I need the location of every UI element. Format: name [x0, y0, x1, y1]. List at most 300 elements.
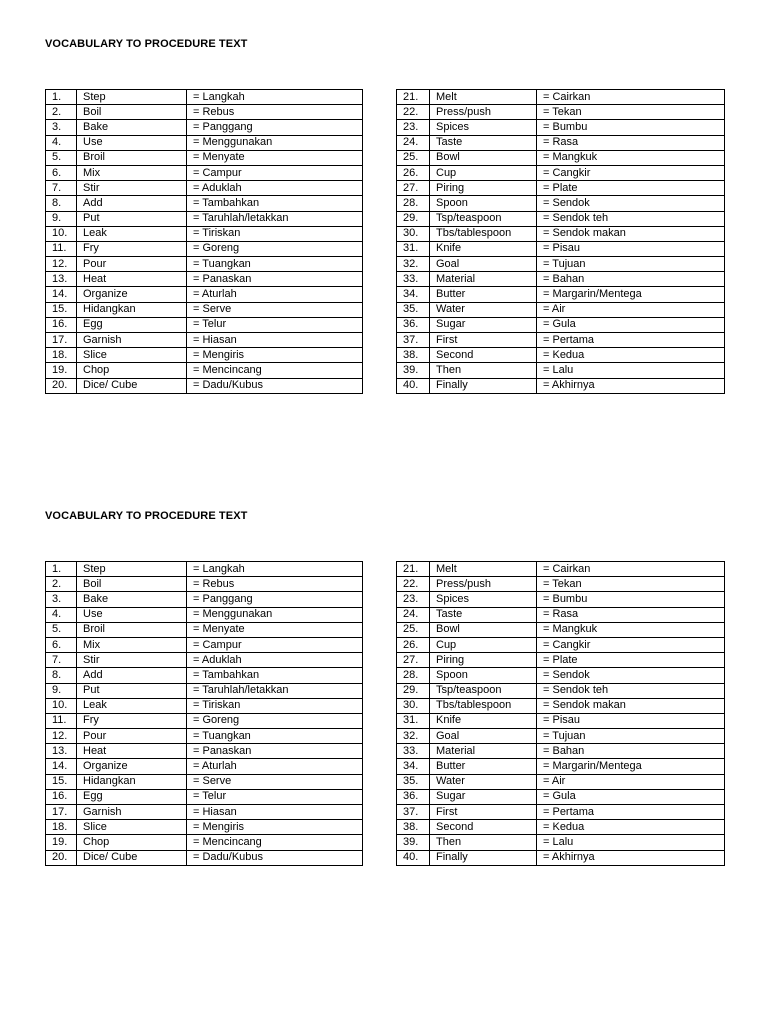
vocab-meaning: = Taruhlah/letakkan [187, 683, 363, 698]
table-row [397, 348, 725, 363]
row-number: 11. [46, 713, 77, 728]
vocab-meaning: = Panggang [187, 120, 363, 135]
vocab-meaning: = Tuangkan [187, 257, 363, 272]
vocab-word: Then [430, 363, 537, 378]
vocab-word: Sugar [430, 789, 537, 804]
table-row [46, 759, 363, 774]
row-number: 19. [46, 835, 77, 850]
row-number: 33. [397, 744, 430, 759]
table-row [397, 698, 725, 713]
row-number: 2. [46, 577, 77, 592]
row-number: 26. [397, 637, 430, 652]
table-row [397, 850, 725, 865]
row-number: 31. [397, 241, 430, 256]
vocab-word: Organize [77, 759, 187, 774]
table-row [397, 150, 725, 165]
vocab-word: Taste [430, 607, 537, 622]
vocabulary-table-right [396, 89, 725, 394]
vocab-meaning: = Rasa [537, 135, 725, 150]
vocab-word: Broil [77, 150, 187, 165]
row-number: 34. [397, 287, 430, 302]
vocab-meaning: = Kedua [537, 348, 725, 363]
row-number: 14. [46, 759, 77, 774]
table-row [397, 287, 725, 302]
table-row [46, 637, 363, 652]
vocab-meaning: = Lalu [537, 363, 725, 378]
vocab-word: Boil [77, 577, 187, 592]
vocab-word: Chop [77, 363, 187, 378]
vocab-word: Knife [430, 241, 537, 256]
vocab-meaning: = Hiasan [187, 805, 363, 820]
vocab-meaning: = Aduklah [187, 181, 363, 196]
row-number: 12. [46, 257, 77, 272]
table-row [46, 165, 363, 180]
row-number: 5. [46, 622, 77, 637]
vocab-meaning: = Tujuan [537, 257, 725, 272]
vocab-meaning: = Mengiris [187, 820, 363, 835]
table-row [397, 607, 725, 622]
row-number: 32. [397, 257, 430, 272]
table-row [397, 363, 725, 378]
vocab-word: Bake [77, 592, 187, 607]
vocab-word: Piring [430, 181, 537, 196]
table-row [46, 698, 363, 713]
row-number: 9. [46, 683, 77, 698]
row-number: 20. [46, 378, 77, 393]
vocab-word: Dice/ Cube [77, 378, 187, 393]
vocab-word: Put [77, 211, 187, 226]
vocab-meaning: = Menggunakan [187, 607, 363, 622]
vocab-word: Spices [430, 592, 537, 607]
vocab-meaning: = Tambahkan [187, 196, 363, 211]
vocab-meaning: = Mencincang [187, 835, 363, 850]
table-row [46, 150, 363, 165]
table-row [46, 257, 363, 272]
row-number: 24. [397, 135, 430, 150]
vocab-meaning: = Lalu [537, 835, 725, 850]
vocab-word: Butter [430, 759, 537, 774]
table-row [46, 729, 363, 744]
vocab-word: Stir [77, 653, 187, 668]
vocab-meaning: = Bumbu [537, 592, 725, 607]
vocab-word: Goal [430, 257, 537, 272]
vocab-meaning: = Goreng [187, 241, 363, 256]
table-row [397, 333, 725, 348]
vocab-meaning: = Gula [537, 789, 725, 804]
vocab-meaning: = Akhirnya [537, 850, 725, 865]
row-number: 22. [397, 105, 430, 120]
table-row [397, 211, 725, 226]
vocab-word: Heat [77, 272, 187, 287]
vocab-meaning: = Mangkuk [537, 622, 725, 637]
table-row [46, 562, 363, 577]
vocab-word: Cup [430, 165, 537, 180]
table-row [397, 272, 725, 287]
vocab-meaning: = Campur [187, 165, 363, 180]
vocabulary-table-right [396, 561, 725, 866]
row-number: 27. [397, 181, 430, 196]
vocab-word: Sugar [430, 317, 537, 332]
vocab-word: Knife [430, 713, 537, 728]
row-number: 27. [397, 653, 430, 668]
vocab-word: Slice [77, 820, 187, 835]
vocab-word: First [430, 805, 537, 820]
table-row [397, 713, 725, 728]
vocab-meaning: = Aturlah [187, 287, 363, 302]
vocab-meaning: = Sendok makan [537, 698, 725, 713]
vocab-word: Use [77, 607, 187, 622]
vocab-word: Bake [77, 120, 187, 135]
row-number: 5. [46, 150, 77, 165]
row-number: 23. [397, 592, 430, 607]
row-number: 12. [46, 729, 77, 744]
vocab-meaning: = Menyate [187, 622, 363, 637]
vocab-word: First [430, 333, 537, 348]
table-row [46, 668, 363, 683]
vocab-word: Fry [77, 241, 187, 256]
vocab-meaning: = Sendok teh [537, 211, 725, 226]
vocab-word: Tbs/tablespoon [430, 226, 537, 241]
row-number: 7. [46, 653, 77, 668]
vocab-word: Hidangkan [77, 774, 187, 789]
vocab-meaning: = Menyate [187, 150, 363, 165]
table-row [397, 592, 725, 607]
row-number: 20. [46, 850, 77, 865]
table-row [397, 637, 725, 652]
table-row [46, 105, 363, 120]
section-heading: VOCABULARY TO PROCEDURE TEXT [45, 510, 248, 522]
vocab-word: Pour [77, 257, 187, 272]
row-number: 38. [397, 348, 430, 363]
vocab-meaning: = Tiriskan [187, 226, 363, 241]
vocab-word: Water [430, 774, 537, 789]
table-row [46, 287, 363, 302]
table-row [397, 683, 725, 698]
row-number: 37. [397, 805, 430, 820]
row-number: 18. [46, 348, 77, 363]
table-row [46, 120, 363, 135]
vocab-word: Spoon [430, 196, 537, 211]
vocab-meaning: = Sendok [537, 196, 725, 211]
vocab-meaning: = Mencincang [187, 363, 363, 378]
table-row [397, 135, 725, 150]
row-number: 13. [46, 744, 77, 759]
row-number: 18. [46, 820, 77, 835]
vocab-meaning: = Telur [187, 317, 363, 332]
table-row [397, 562, 725, 577]
row-number: 21. [397, 90, 430, 105]
row-number: 17. [46, 333, 77, 348]
row-number: 24. [397, 607, 430, 622]
vocab-meaning: = Telur [187, 789, 363, 804]
table-row [46, 744, 363, 759]
row-number: 35. [397, 774, 430, 789]
vocab-word: Material [430, 272, 537, 287]
row-number: 10. [46, 698, 77, 713]
table-row [46, 835, 363, 850]
vocab-word: Bowl [430, 622, 537, 637]
vocab-word: Egg [77, 317, 187, 332]
vocab-meaning: = Rasa [537, 607, 725, 622]
vocab-meaning: = Kedua [537, 820, 725, 835]
row-number: 37. [397, 333, 430, 348]
table-row [46, 653, 363, 668]
vocab-meaning: = Aduklah [187, 653, 363, 668]
row-number: 29. [397, 683, 430, 698]
vocab-word: Taste [430, 135, 537, 150]
row-number: 28. [397, 196, 430, 211]
row-number: 8. [46, 668, 77, 683]
row-number: 21. [397, 562, 430, 577]
row-number: 3. [46, 592, 77, 607]
vocab-meaning: = Pertama [537, 805, 725, 820]
table-row [397, 257, 725, 272]
vocab-meaning: = Sendok [537, 668, 725, 683]
vocab-word: Spoon [430, 668, 537, 683]
row-number: 1. [46, 90, 77, 105]
table-row [46, 378, 363, 393]
table-row [397, 196, 725, 211]
vocab-meaning: = Serve [187, 302, 363, 317]
vocab-word: Tsp/teaspoon [430, 211, 537, 226]
table-row [46, 226, 363, 241]
table-row [397, 744, 725, 759]
vocab-word: Broil [77, 622, 187, 637]
vocab-word: Press/push [430, 105, 537, 120]
table-row [46, 774, 363, 789]
table-row [397, 668, 725, 683]
vocab-word: Press/push [430, 577, 537, 592]
vocab-word: Step [77, 90, 187, 105]
vocab-word: Tsp/teaspoon [430, 683, 537, 698]
vocab-word: Hidangkan [77, 302, 187, 317]
vocab-word: Chop [77, 835, 187, 850]
vocab-meaning: = Akhirnya [537, 378, 725, 393]
row-number: 30. [397, 698, 430, 713]
table-row [397, 759, 725, 774]
row-number: 29. [397, 211, 430, 226]
row-number: 33. [397, 272, 430, 287]
vocab-word: Then [430, 835, 537, 850]
table-row [397, 241, 725, 256]
vocab-word: Melt [430, 90, 537, 105]
vocab-meaning: = Panaskan [187, 272, 363, 287]
vocab-word: Add [77, 668, 187, 683]
table-row [397, 302, 725, 317]
vocab-word: Step [77, 562, 187, 577]
row-number: 35. [397, 302, 430, 317]
table-row [46, 592, 363, 607]
vocab-word: Use [77, 135, 187, 150]
table-row [397, 105, 725, 120]
table-row [46, 607, 363, 622]
row-number: 2. [46, 105, 77, 120]
vocab-meaning: = Langkah [187, 90, 363, 105]
vocab-meaning: = Campur [187, 637, 363, 652]
row-number: 10. [46, 226, 77, 241]
vocab-meaning: = Pertama [537, 333, 725, 348]
vocab-meaning: = Dadu/Kubus [187, 378, 363, 393]
vocab-word: Put [77, 683, 187, 698]
table-row [46, 333, 363, 348]
table-row [397, 820, 725, 835]
vocab-meaning: = Bahan [537, 744, 725, 759]
row-number: 36. [397, 317, 430, 332]
row-number: 8. [46, 196, 77, 211]
vocab-word: Egg [77, 789, 187, 804]
table-row [397, 789, 725, 804]
vocab-word: Melt [430, 562, 537, 577]
table-row [46, 850, 363, 865]
table-row [46, 302, 363, 317]
table-row [46, 90, 363, 105]
section-heading: VOCABULARY TO PROCEDURE TEXT [45, 38, 248, 50]
table-row [46, 789, 363, 804]
vocab-meaning: = Air [537, 302, 725, 317]
row-number: 26. [397, 165, 430, 180]
vocab-meaning: = Cairkan [537, 562, 725, 577]
table-row [46, 241, 363, 256]
vocab-meaning: = Panaskan [187, 744, 363, 759]
table-row [397, 622, 725, 637]
table-row [397, 90, 725, 105]
vocab-meaning: = Cangkir [537, 165, 725, 180]
vocab-word: Water [430, 302, 537, 317]
vocab-word: Finally [430, 850, 537, 865]
vocab-meaning: = Taruhlah/letakkan [187, 211, 363, 226]
vocab-word: Bowl [430, 150, 537, 165]
table-row [46, 272, 363, 287]
vocab-meaning: = Pisau [537, 713, 725, 728]
vocab-meaning: = Langkah [187, 562, 363, 577]
vocab-meaning: = Tuangkan [187, 729, 363, 744]
row-number: 28. [397, 668, 430, 683]
table-row [46, 577, 363, 592]
row-number: 39. [397, 363, 430, 378]
table-row [397, 653, 725, 668]
row-number: 11. [46, 241, 77, 256]
vocab-word: Fry [77, 713, 187, 728]
vocab-word: Tbs/tablespoon [430, 698, 537, 713]
row-number: 4. [46, 135, 77, 150]
row-number: 3. [46, 120, 77, 135]
vocab-meaning: = Serve [187, 774, 363, 789]
table-row [397, 729, 725, 744]
vocab-meaning: = Margarin/Mentega [537, 759, 725, 774]
vocab-meaning: = Rebus [187, 577, 363, 592]
table-row [397, 577, 725, 592]
row-number: 31. [397, 713, 430, 728]
vocab-meaning: = Mangkuk [537, 150, 725, 165]
vocab-word: Garnish [77, 333, 187, 348]
vocab-meaning: = Tekan [537, 577, 725, 592]
row-number: 40. [397, 850, 430, 865]
vocab-word: Goal [430, 729, 537, 744]
row-number: 15. [46, 302, 77, 317]
vocabulary-table-left [45, 89, 363, 394]
table-row [46, 348, 363, 363]
vocab-meaning: = Plate [537, 653, 725, 668]
table-row [397, 835, 725, 850]
row-number: 16. [46, 789, 77, 804]
vocab-meaning: = Air [537, 774, 725, 789]
row-number: 25. [397, 150, 430, 165]
vocab-word: Mix [77, 165, 187, 180]
vocab-meaning: = Bumbu [537, 120, 725, 135]
vocabulary-table-left [45, 561, 363, 866]
table-row [397, 226, 725, 241]
vocab-meaning: = Aturlah [187, 759, 363, 774]
vocab-word: Garnish [77, 805, 187, 820]
row-number: 36. [397, 789, 430, 804]
table-row [397, 805, 725, 820]
table-row [46, 181, 363, 196]
vocab-meaning: = Sendok makan [537, 226, 725, 241]
vocab-meaning: = Rebus [187, 105, 363, 120]
table-row [46, 622, 363, 637]
vocab-meaning: = Margarin/Mentega [537, 287, 725, 302]
vocab-meaning: = Sendok teh [537, 683, 725, 698]
vocab-word: Add [77, 196, 187, 211]
table-row [46, 820, 363, 835]
vocab-word: Pour [77, 729, 187, 744]
vocab-meaning: = Tiriskan [187, 698, 363, 713]
vocab-word: Second [430, 820, 537, 835]
row-number: 40. [397, 378, 430, 393]
row-number: 34. [397, 759, 430, 774]
vocab-word: Heat [77, 744, 187, 759]
table-row [46, 196, 363, 211]
row-number: 17. [46, 805, 77, 820]
vocab-word: Spices [430, 120, 537, 135]
vocab-meaning: = Goreng [187, 713, 363, 728]
vocab-meaning: = Plate [537, 181, 725, 196]
vocab-meaning: = Mengiris [187, 348, 363, 363]
vocab-word: Second [430, 348, 537, 363]
vocab-word: Leak [77, 698, 187, 713]
row-number: 23. [397, 120, 430, 135]
row-number: 15. [46, 774, 77, 789]
vocab-word: Piring [430, 653, 537, 668]
row-number: 30. [397, 226, 430, 241]
vocab-meaning: = Tambahkan [187, 668, 363, 683]
table-row [397, 317, 725, 332]
row-number: 6. [46, 165, 77, 180]
vocab-word: Stir [77, 181, 187, 196]
vocab-word: Butter [430, 287, 537, 302]
vocab-word: Dice/ Cube [77, 850, 187, 865]
vocab-word: Slice [77, 348, 187, 363]
row-number: 16. [46, 317, 77, 332]
row-number: 14. [46, 287, 77, 302]
vocab-word: Boil [77, 105, 187, 120]
vocab-meaning: = Dadu/Kubus [187, 850, 363, 865]
vocab-meaning: = Cangkir [537, 637, 725, 652]
table-row [46, 363, 363, 378]
table-row [397, 774, 725, 789]
vocab-meaning: = Pisau [537, 241, 725, 256]
vocab-word: Mix [77, 637, 187, 652]
vocab-word: Finally [430, 378, 537, 393]
row-number: 4. [46, 607, 77, 622]
vocab-meaning: = Tujuan [537, 729, 725, 744]
row-number: 22. [397, 577, 430, 592]
vocab-meaning: = Gula [537, 317, 725, 332]
row-number: 6. [46, 637, 77, 652]
table-row [46, 713, 363, 728]
vocab-word: Leak [77, 226, 187, 241]
vocab-meaning: = Bahan [537, 272, 725, 287]
